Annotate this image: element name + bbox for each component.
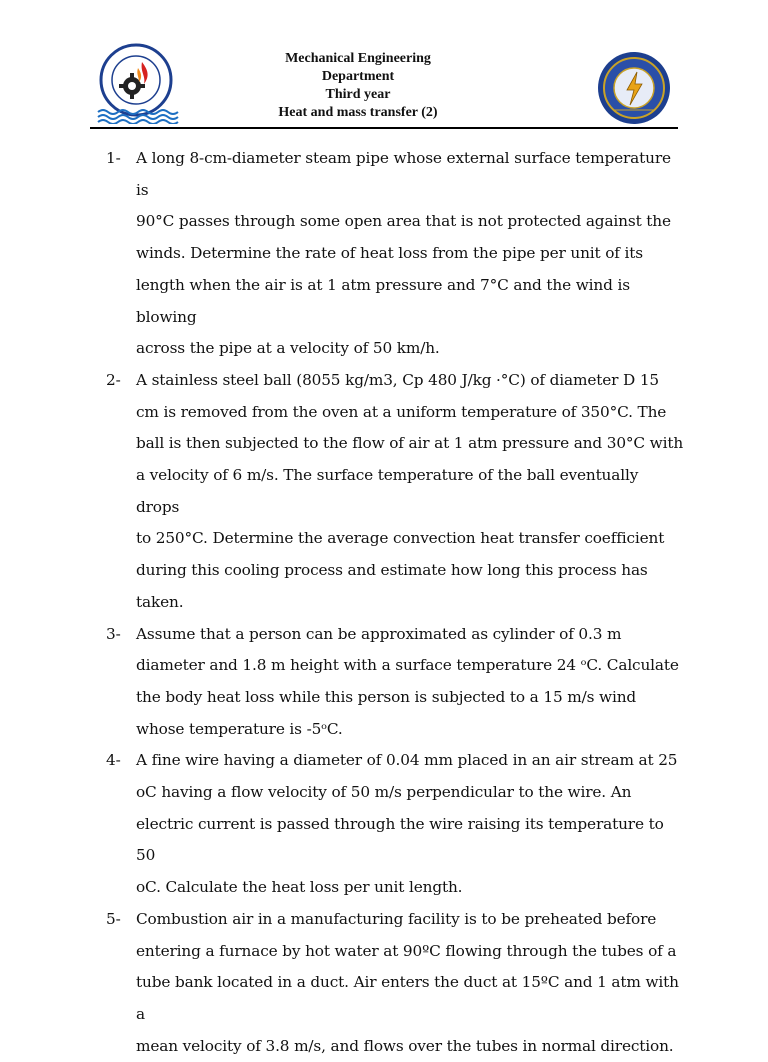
document-title-block [220, 50, 496, 122]
problem-text: Combustion air in a manufacturing facility is to be preheated before entering a furnace by hot water at 90ºC flowing through the tubes of a tube bank located in a duct. Air enters the duct at 15ºC and 1 atm with a mean velocity of 3.8 m/s, and flows over the tubes in normal direction. [136, 909, 679, 1055]
problem-number: 1- [106, 149, 121, 167]
problem-item-2 [106, 365, 686, 619]
header-divider [90, 127, 678, 129]
faculty-logo [596, 50, 672, 126]
problem-list [106, 143, 686, 1062]
problem-item-4 [106, 745, 686, 904]
problem-number: 4- [106, 751, 121, 770]
problem-item-3 [106, 619, 686, 746]
course-line: Heat and mass transfer (2) [278, 105, 438, 120]
page-header [0, 0, 768, 132]
problem-number: 3- [106, 624, 121, 643]
problem-number: 5- [106, 909, 121, 928]
suez-university-logo [92, 42, 180, 124]
problem-text: Assume that a person can be approximated as cylinder of 0.3 m diameter and 1.8 m height with a surface temperature 24 ᵒC. Calculate the body heat loss while this person is subjected to a 15 m/s wind whose temperature is -5ᵒC. [136, 624, 679, 738]
department-line-1: Mechanical Engineering [285, 51, 431, 66]
problem-text: A long 8-cm-diameter steam pipe whose external surface temperature is 90°C passes through some open area that is not protected against the winds. Determine the rate of heat loss from the pipe per unit of its length when the air is at 1 atm pressure and 7°C and the wind is blowing across the pipe at a velocity of 50 km/h. [136, 149, 671, 358]
problem-item-1 [106, 143, 686, 365]
problem-text: A stainless steel ball (8055 kg/m3, Cp 480 J/kg ·°C) of diameter D 15 cm is removed from the oven at a uniform temperature of 350°C. The ball is then subjected to the flow of air at 1 atm pressure and 30°C with a velocity of 6 m/s. The surface temperature of the ball eventually drops to 250°C. Determine the average convection heat transfer coefficient during this cooling process and estimate how long this process has taken. [136, 370, 684, 611]
year-line: Third year [325, 87, 391, 102]
problem-text: A fine wire having a diameter of 0.04 mm placed in an air stream at 25 oC having a flow velocity of 50 m/s perpendicular to the wire. An electric current is passed through the wire raising its temperature to 50 oC. Calculate the heat loss per unit length. [136, 751, 678, 897]
department-line-2: Department [321, 69, 395, 84]
problem-item-5 [106, 904, 686, 1062]
problem-number: 2- [106, 370, 121, 389]
